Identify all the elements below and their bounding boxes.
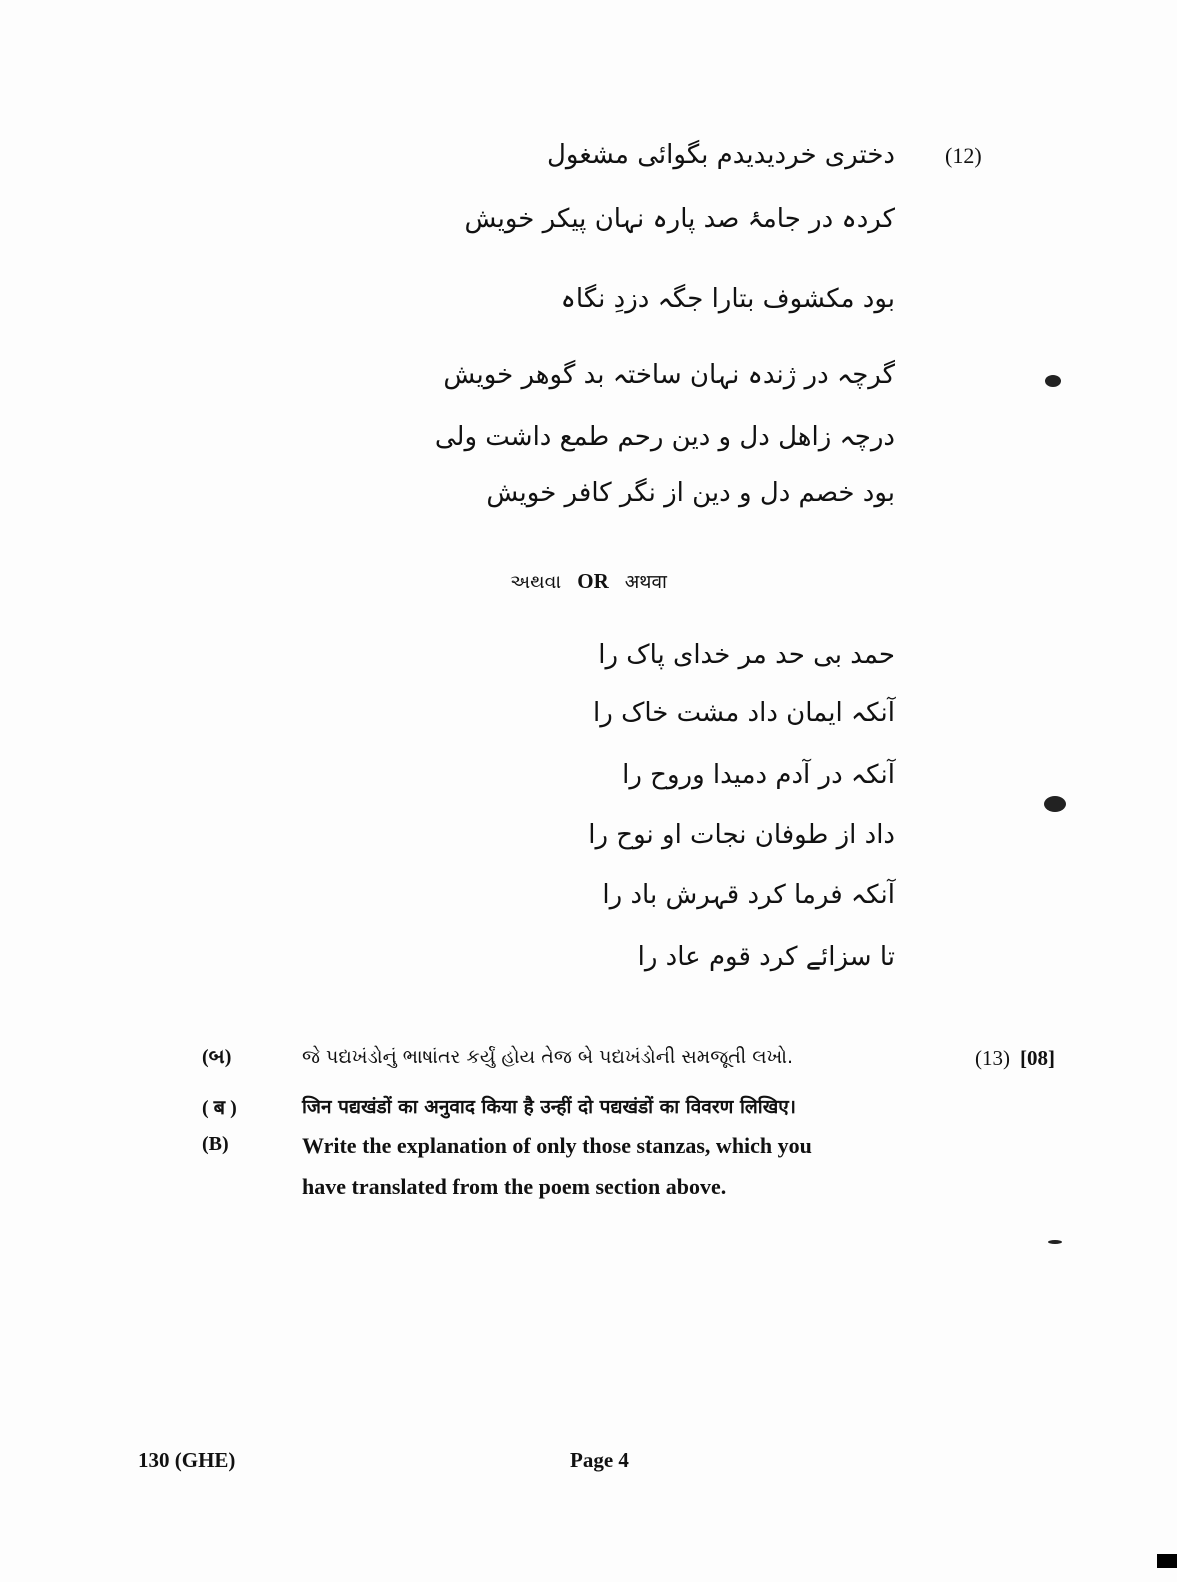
question-13-english-row-2	[0, 1174, 1177, 1210]
question-13-english-row	[0, 1133, 1177, 1169]
scan-speck	[1045, 375, 1061, 387]
stanza-2-line-4: داد از طوفان نجات او نوح را	[588, 820, 895, 850]
or-gujarati: અથવા	[510, 571, 562, 593]
instruction-english-line-1: Write the explanation of only those stanzas, which you	[302, 1133, 812, 1158]
question-13-hindi-row	[0, 1093, 1177, 1129]
question-13-number: (13)	[975, 1046, 1010, 1070]
persian-stanza-1	[434, 140, 895, 520]
instruction-hindi: जिन पद्यखंडों का अनुवाद किया है उन्हीं दो पद्यखंडों का विवरण लिखिए।	[302, 1096, 796, 1118]
or-hindi: अथवा	[624, 571, 667, 593]
or-english: OR	[577, 569, 609, 593]
instruction-gujarati: જે પદ્યખંડોનું ભાષાંતર કર્યું હોય તેજ બે પદ્યખંડોની સમજૂતી લખો.	[302, 1046, 794, 1068]
stanza-1-line-5: درچہ زاھل دل و دین رحم طمع داشت ولی	[434, 422, 895, 452]
stanza-1-line-1: دختری خردیدیدم بگوائی مشغول	[547, 140, 895, 170]
question-12-number: (12)	[945, 143, 982, 168]
label-hindi: ( ब )	[202, 1097, 237, 1119]
stanza-1-line-6: بود خصم دل و دین از نگر کافر خویش	[486, 478, 895, 508]
label-gujarati: (બ)	[202, 1046, 232, 1068]
stanza-2-line-6: تا سزائے کرد قوم عاد را	[637, 942, 895, 972]
label-english: (B)	[202, 1133, 229, 1155]
page-number: Page 4	[570, 1448, 629, 1472]
stanza-2-line-5: آنکہ فرما کرد قہرش باد را	[602, 880, 895, 910]
stanza-1-line-2: کردہ در جامۂ صد پارہ نہان پیکر خویش	[464, 204, 895, 234]
paper-code: 130 (GHE)	[138, 1448, 236, 1472]
instruction-english-line-2: have translated from the poem section above.	[302, 1174, 727, 1199]
question-13-gujarati-row	[0, 1046, 1177, 1082]
scan-corner-mark	[1157, 1554, 1177, 1568]
stanza-1-line-4: گرچہ در ژندہ نہان ساختہ بد گوھر خویش	[443, 360, 895, 390]
stanza-2-line-2: آنکہ ایمان داد مشت خاک را	[593, 698, 895, 728]
scan-speck	[1044, 796, 1066, 812]
question-13-marks: [08]	[1020, 1046, 1055, 1070]
stanza-1-line-3: بود مکشوف بتارا جگہ دزدِ نگاہ	[560, 284, 895, 314]
stanza-2-line-3: آنکہ در آدم دمیدا وروح را	[622, 760, 895, 790]
scan-speck	[1048, 1240, 1062, 1244]
persian-stanza-2	[588, 640, 895, 980]
stanza-2-line-1: حمد بی حد مر خدای پاک را	[598, 640, 895, 670]
or-divider	[0, 568, 1177, 594]
